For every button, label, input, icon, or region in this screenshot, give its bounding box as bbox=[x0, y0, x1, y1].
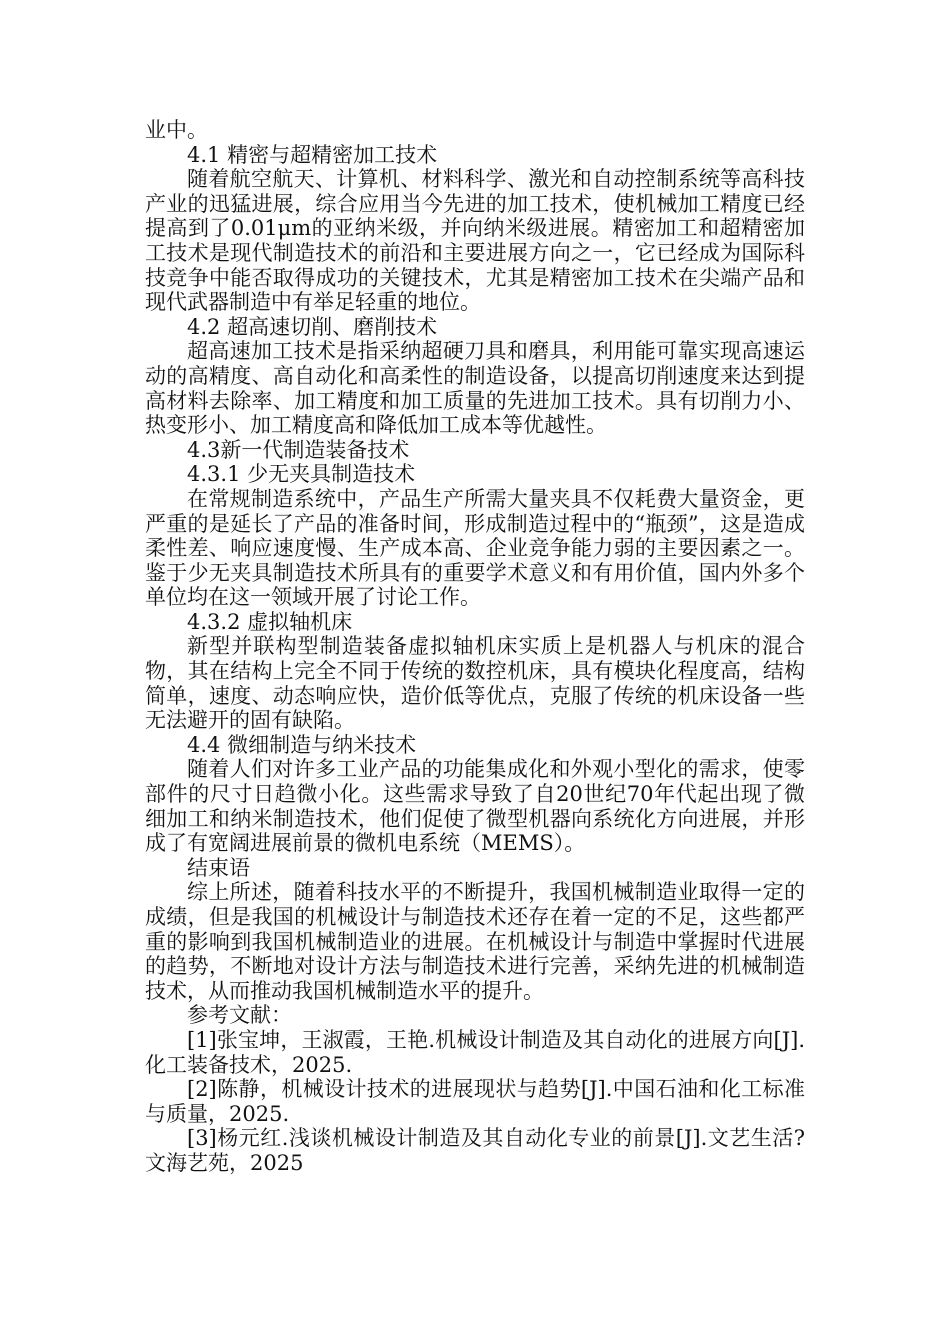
section-heading-4-2: 4.2 超高速切削、磨削技术 bbox=[187, 314, 438, 339]
section-heading-4-3: 4.3新一代制造装备技术 bbox=[187, 437, 410, 462]
section-heading-references: 参考文献： bbox=[187, 1003, 292, 1028]
paragraph-continuation: 业中。 bbox=[145, 118, 208, 142]
section-heading-conclusion: 结束语 bbox=[187, 855, 250, 880]
reference-item: [1]张宝坤，王淑霞，王艳.机械设计制造及其自动化的进展方向[J].化工装备技术，2025. bbox=[145, 1027, 805, 1077]
section-heading-4-3-2: 4.3.2 虚拟轴机床 bbox=[187, 609, 353, 634]
paragraph-precision-machining: 随着航空航天、计算机、材料科学、激光和自动控制系统等高科技产业的迅猛进展，综合应用当今先进的加工技术，使机械加工精度已经提高到了0.01μm的亚纳米级，并向纳米级进展。精密加工和超精密加工技术是现代制造技术的前沿和主要进展方向之一，它已经成为国际科技竞争中能否取得成功的关键技术，尤其是精密加工技术在尖端产品和现代武器制造中有举足轻重的地位。 bbox=[145, 167, 805, 315]
paragraph-fixtureless-manufacturing: 在常规制造系统中，产品生产所需大量夹具不仅耗费大量资金，更严重的是延长了产品的准备时间，形成制造过程中的“瓶颈”，这是造成柔性差、响应速度慢、生产成本高、企业竞争能力弱的主要因素之一。鉴于少无夹具制造技术所具有的重要学术意义和有用价值，国内外多个单位均在这一领域开展了讨论工作。 bbox=[145, 486, 805, 610]
section-heading-4-3-1: 4.3.1 少无夹具制造技术 bbox=[187, 462, 416, 487]
section-heading-4-1: 4.1 精密与超精密加工技术 bbox=[187, 142, 438, 167]
paragraph-micro-nano: 随着人们对许多工业产品的功能集成化和外观小型化的需求，使零部件的尺寸日趋微小化。这些需求导致了自20世纪70年代起出现了微细加工和纳米制造技术，他们促使了微型机器向系统化方向进展，并形成了有宽阔进展前景的微机电系统（MEMS）。 bbox=[145, 757, 805, 856]
section-heading-4-4: 4.4 微细制造与纳米技术 bbox=[187, 732, 417, 757]
reference-item: [2]陈静，机械设计技术的进展现状与趋势[J].中国石油和化工标准与质量，2025. bbox=[145, 1077, 805, 1126]
paragraph-conclusion: 综上所述，随着科技水平的不断提升，我国机械制造业取得一定的成绩，但是我国的机械设计与制造技术还存在着一定的不足，这些都严重的影响到我国机械制造业的进展。在机械设计与制造中掌握时代进展的趋势，不断地对设计方法与制造技术进行完善，采纳先进的机械制造技术，从而推动我国机械制造水平的提升。 bbox=[145, 880, 805, 1003]
document-body bbox=[145, 118, 805, 1176]
reference-item: [3]杨元红.浅谈机械设计制造及其自动化专业的前景[J].文艺生活?文海艺苑，2025 bbox=[145, 1126, 805, 1175]
paragraph-high-speed-cutting: 超高速加工技术是指采纳超硬刀具和磨具，利用能可靠实现高速运动的高精度、高自动化和高柔性的制造设备，以提高切削速度来达到提高材料去除率、加工精度和加工质量的先进加工技术。具有切削力小、热变形小、加工精度高和降低加工成本等优越性。 bbox=[145, 339, 805, 438]
paragraph-virtual-axis-machine: 新型并联构型制造装备虚拟轴机床实质上是机器人与机床的混合物，其在结构上完全不同于传统的数控机床，具有模块化程度高，结构简单，速度、动态响应快，造价低等优点，克服了传统的机床设备一些无法避开的固有缺陷。 bbox=[145, 634, 805, 733]
